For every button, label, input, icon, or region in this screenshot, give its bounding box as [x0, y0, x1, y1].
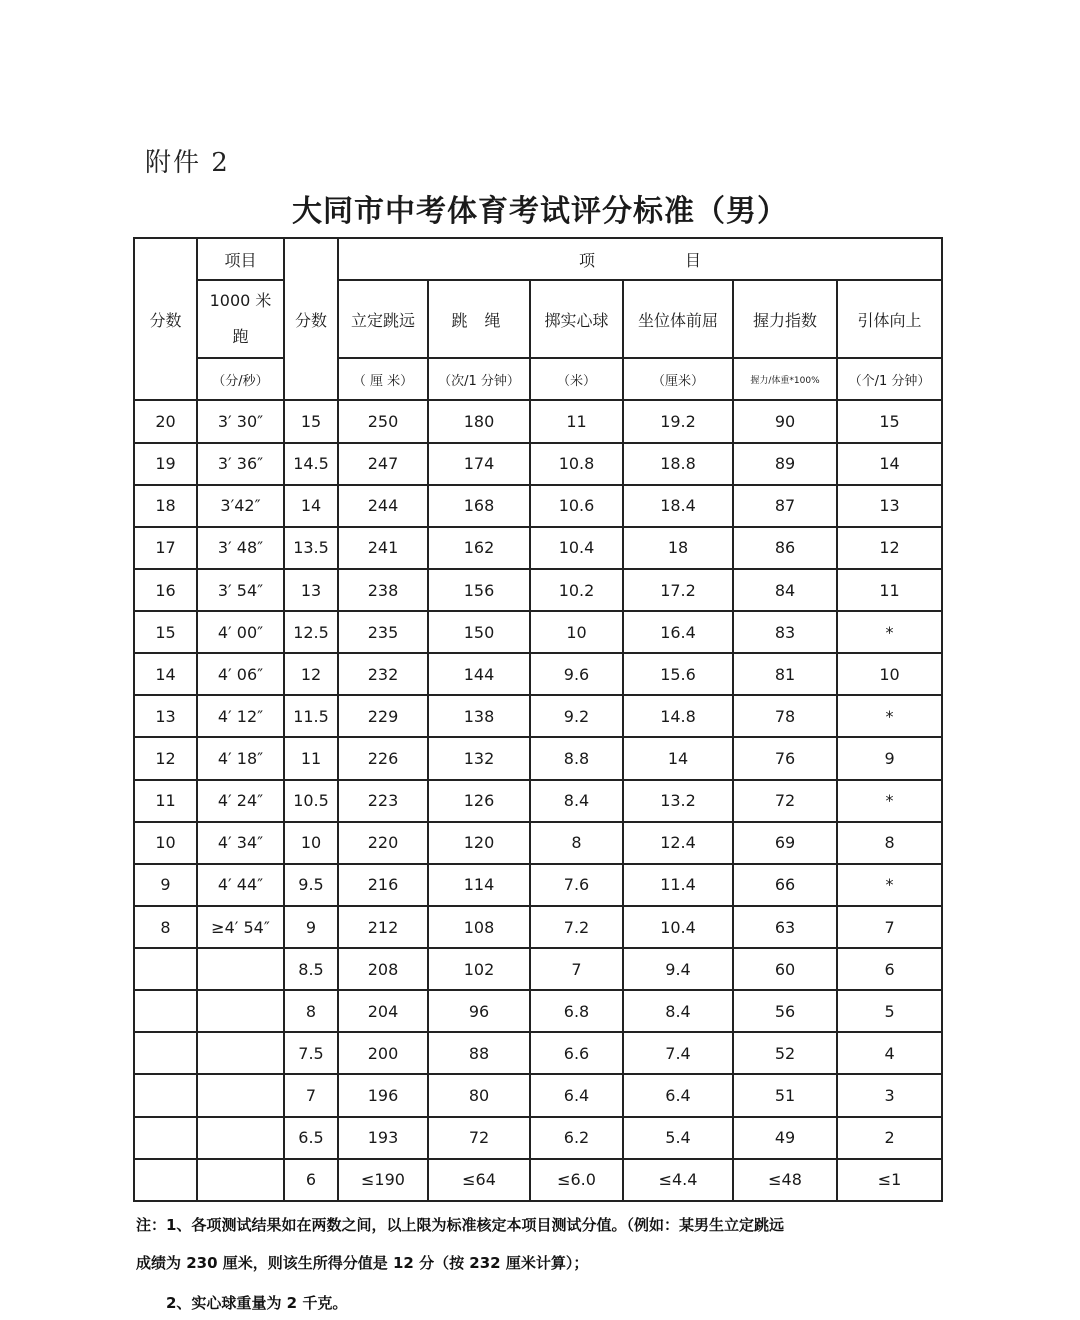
long-jump-cell: 212 — [338, 906, 428, 948]
table-row — [134, 653, 942, 695]
table-row — [134, 695, 942, 737]
run-time-cell: 4′ 06″ — [197, 653, 284, 695]
pull-up-cell: 6 — [837, 948, 942, 990]
table-row — [134, 527, 942, 569]
grip-index-cell: 87 — [733, 485, 837, 527]
long-jump-cell: 204 — [338, 990, 428, 1032]
run-time-cell: 4′ 34″ — [197, 822, 284, 864]
pull-up-cell: 10 — [837, 653, 942, 695]
long-jump-cell: 226 — [338, 737, 428, 779]
score-header: 分数 — [134, 238, 197, 400]
ball-throw-cell: 7 — [530, 948, 623, 990]
score-cell — [134, 990, 197, 1032]
pull-up-cell: 8 — [837, 822, 942, 864]
pull-up-cell: 13 — [837, 485, 942, 527]
table-row — [134, 737, 942, 779]
pull-up-cell: 14 — [837, 443, 942, 485]
pull-up-cell: 11 — [837, 569, 942, 611]
score2-cell: 8 — [284, 990, 338, 1032]
long-jump-cell: 232 — [338, 653, 428, 695]
table-body — [134, 238, 942, 1201]
rope-skip-cell: 120 — [428, 822, 530, 864]
ball-throw-cell: 6.8 — [530, 990, 623, 1032]
rope-skip-cell: 156 — [428, 569, 530, 611]
pull-up-cell: 9 — [837, 737, 942, 779]
pull-up-cell: 3 — [837, 1074, 942, 1116]
score-cell: 19 — [134, 443, 197, 485]
rope-skip-cell: 162 — [428, 527, 530, 569]
score-cell: 11 — [134, 780, 197, 822]
grip-index-cell: 69 — [733, 822, 837, 864]
score2-cell: 8.5 — [284, 948, 338, 990]
rope-skip-cell: 108 — [428, 906, 530, 948]
long-jump-cell: 238 — [338, 569, 428, 611]
ball-throw-cell: 7.2 — [530, 906, 623, 948]
sit-reach-cell: 18 — [623, 527, 733, 569]
ball-throw-cell: 8.4 — [530, 780, 623, 822]
table-row — [134, 822, 942, 864]
score2-cell: 15 — [284, 400, 338, 442]
ball-throw-cell: 11 — [530, 400, 623, 442]
score-cell: 10 — [134, 822, 197, 864]
grip-index-cell: 51 — [733, 1074, 837, 1116]
sit-reach-cell: 6.4 — [623, 1074, 733, 1116]
ball-throw-cell: 10.8 — [530, 443, 623, 485]
table-row — [134, 569, 942, 611]
grip-index-cell: 84 — [733, 569, 837, 611]
grip-index-cell: 60 — [733, 948, 837, 990]
run-time-cell: 4′ 44″ — [197, 864, 284, 906]
scoring-table — [133, 237, 943, 1202]
run-time-cell — [197, 1159, 284, 1201]
sit-reach-cell: 8.4 — [623, 990, 733, 1032]
grip-index-cell: 78 — [733, 695, 837, 737]
score-cell: 9 — [134, 864, 197, 906]
score2-cell: 7.5 — [284, 1032, 338, 1074]
run-time-cell: 3′ 48″ — [197, 527, 284, 569]
sit-reach-cell: 18.4 — [623, 485, 733, 527]
score-cell: 13 — [134, 695, 197, 737]
pull-up-cell: 15 — [837, 400, 942, 442]
score-cell — [134, 948, 197, 990]
score2-header: 分数 — [284, 238, 338, 400]
ball-throw-cell: 6.6 — [530, 1032, 623, 1074]
score-cell — [134, 1159, 197, 1201]
table-row — [134, 1117, 942, 1159]
table-row — [134, 990, 942, 1032]
long-jump-cell: 244 — [338, 485, 428, 527]
attachment-label: 附件 2 — [145, 148, 230, 178]
run-time-cell: 4′ 00″ — [197, 611, 284, 653]
table-row — [134, 443, 942, 485]
table-row — [134, 1074, 942, 1116]
rope-skip-cell: ≤64 — [428, 1159, 530, 1201]
sit-reach-cell: 7.4 — [623, 1032, 733, 1074]
sit-reach-cell: 9.4 — [623, 948, 733, 990]
run-time-cell — [197, 1117, 284, 1159]
rope-skip-cell: 72 — [428, 1117, 530, 1159]
score2-cell: 10.5 — [284, 780, 338, 822]
sit-reach-cell: ≤4.4 — [623, 1159, 733, 1201]
long-jump-cell: 223 — [338, 780, 428, 822]
sit-reach-cell: 14 — [623, 737, 733, 779]
ball-throw-cell: 6.2 — [530, 1117, 623, 1159]
run-time-cell: ≥4′ 54″ — [197, 906, 284, 948]
pull-up-cell: 5 — [837, 990, 942, 1032]
score-cell: 18 — [134, 485, 197, 527]
run-time-cell — [197, 990, 284, 1032]
sit-reach-cell: 18.8 — [623, 443, 733, 485]
event-unit-pullup: （个/1 分钟） — [837, 358, 942, 400]
pull-up-cell: * — [837, 611, 942, 653]
run-time-cell — [197, 948, 284, 990]
rope-skip-cell: 126 — [428, 780, 530, 822]
sit-reach-cell: 17.2 — [623, 569, 733, 611]
rope-skip-cell: 168 — [428, 485, 530, 527]
grip-index-cell: 72 — [733, 780, 837, 822]
pull-up-cell: 2 — [837, 1117, 942, 1159]
long-jump-cell: 196 — [338, 1074, 428, 1116]
grip-index-cell: 83 — [733, 611, 837, 653]
event-unit-rope: （次/1 分钟） — [428, 358, 530, 400]
grip-index-cell: 89 — [733, 443, 837, 485]
rope-skip-cell: 174 — [428, 443, 530, 485]
ball-throw-cell: 10.6 — [530, 485, 623, 527]
grip-index-cell: 86 — [733, 527, 837, 569]
long-jump-cell: 200 — [338, 1032, 428, 1074]
event-name-long-jump: 立定跳远 — [338, 280, 428, 358]
event-name-grip: 握力指数 — [733, 280, 837, 358]
event-unit-sit-reach: （厘米） — [623, 358, 733, 400]
grip-index-cell: 52 — [733, 1032, 837, 1074]
score-cell: 16 — [134, 569, 197, 611]
document-title: 大同市中考体育考试评分标准（男） — [292, 194, 788, 229]
sit-reach-cell: 15.6 — [623, 653, 733, 695]
ball-throw-cell: 10.4 — [530, 527, 623, 569]
ball-throw-cell: 9.6 — [530, 653, 623, 695]
grip-index-cell: ≤48 — [733, 1159, 837, 1201]
long-jump-cell: 229 — [338, 695, 428, 737]
score-cell: 17 — [134, 527, 197, 569]
grip-index-cell: 56 — [733, 990, 837, 1032]
ball-throw-cell: 7.6 — [530, 864, 623, 906]
long-jump-cell: 247 — [338, 443, 428, 485]
long-jump-cell: 250 — [338, 400, 428, 442]
run-time-cell: 4′ 12″ — [197, 695, 284, 737]
rope-skip-cell: 80 — [428, 1074, 530, 1116]
score-cell: 14 — [134, 653, 197, 695]
score2-cell: 9.5 — [284, 864, 338, 906]
score2-cell: 12.5 — [284, 611, 338, 653]
score2-cell: 7 — [284, 1074, 338, 1116]
score2-cell: 9 — [284, 906, 338, 948]
ball-throw-cell: 8.8 — [530, 737, 623, 779]
run-unit: （分/秒） — [197, 358, 284, 400]
sit-reach-cell: 5.4 — [623, 1117, 733, 1159]
score2-cell: 14.5 — [284, 443, 338, 485]
long-jump-cell: 235 — [338, 611, 428, 653]
rope-skip-cell: 114 — [428, 864, 530, 906]
sit-reach-cell: 19.2 — [623, 400, 733, 442]
long-jump-cell: 241 — [338, 527, 428, 569]
ball-throw-cell: 8 — [530, 822, 623, 864]
table-row — [134, 611, 942, 653]
run-time-cell: 3′ 36″ — [197, 443, 284, 485]
sit-reach-cell: 14.8 — [623, 695, 733, 737]
event-name-rope: 跳 绳 — [428, 280, 530, 358]
score2-cell: 12 — [284, 653, 338, 695]
ball-throw-cell: 10.2 — [530, 569, 623, 611]
table-row — [134, 906, 942, 948]
grip-index-cell: 63 — [733, 906, 837, 948]
pull-up-cell: * — [837, 780, 942, 822]
ball-throw-cell: 9.2 — [530, 695, 623, 737]
score2-cell: 6 — [284, 1159, 338, 1201]
table-row — [134, 780, 942, 822]
table-row — [134, 864, 942, 906]
rope-skip-cell: 88 — [428, 1032, 530, 1074]
run-time-cell: 4′ 24″ — [197, 780, 284, 822]
rope-skip-cell: 132 — [428, 737, 530, 779]
rope-skip-cell: 150 — [428, 611, 530, 653]
sit-reach-cell: 10.4 — [623, 906, 733, 948]
long-jump-cell: 193 — [338, 1117, 428, 1159]
pull-up-cell: 4 — [837, 1032, 942, 1074]
score-cell: 20 — [134, 400, 197, 442]
score2-cell: 14 — [284, 485, 338, 527]
score-cell — [134, 1117, 197, 1159]
score2-cell: 11.5 — [284, 695, 338, 737]
pull-up-cell: 12 — [837, 527, 942, 569]
ball-throw-cell: 6.4 — [530, 1074, 623, 1116]
item-group-header: 项目 — [338, 238, 942, 280]
run-time-cell: 4′ 18″ — [197, 737, 284, 779]
pull-up-cell: * — [837, 864, 942, 906]
table-row — [134, 1032, 942, 1074]
event-unit-ball: （米） — [530, 358, 623, 400]
run-time-cell: 3′ 30″ — [197, 400, 284, 442]
score2-cell: 13 — [284, 569, 338, 611]
note-line-1: 注：1、各项测试结果如在两数之间，以上限为标准核定本项目测试分值。（例如：某男生立定跳远 — [136, 1216, 784, 1234]
rope-skip-cell: 180 — [428, 400, 530, 442]
ball-throw-cell: 10 — [530, 611, 623, 653]
grip-index-cell: 90 — [733, 400, 837, 442]
sit-reach-cell: 12.4 — [623, 822, 733, 864]
item-header: 项目 — [197, 238, 284, 280]
grip-index-cell: 81 — [733, 653, 837, 695]
table-row — [134, 1159, 942, 1201]
score-cell: 12 — [134, 737, 197, 779]
pull-up-cell: ≤1 — [837, 1159, 942, 1201]
sit-reach-cell: 13.2 — [623, 780, 733, 822]
note-line-2: 成绩为 230 厘米，则该生所得分值是 12 分（按 232 厘米计算）； — [136, 1254, 589, 1272]
grip-index-cell: 49 — [733, 1117, 837, 1159]
score2-cell: 6.5 — [284, 1117, 338, 1159]
table-row — [134, 948, 942, 990]
long-jump-cell: ≤190 — [338, 1159, 428, 1201]
run-time-cell — [197, 1074, 284, 1116]
grip-index-cell: 76 — [733, 737, 837, 779]
sit-reach-cell: 11.4 — [623, 864, 733, 906]
score2-cell: 13.5 — [284, 527, 338, 569]
score-cell — [134, 1032, 197, 1074]
event-name-pullup: 引体向上 — [837, 280, 942, 358]
grip-index-cell: 66 — [733, 864, 837, 906]
score-cell: 8 — [134, 906, 197, 948]
long-jump-cell: 208 — [338, 948, 428, 990]
table-row — [134, 400, 942, 442]
sit-reach-cell: 16.4 — [623, 611, 733, 653]
ball-throw-cell: ≤6.0 — [530, 1159, 623, 1201]
run-time-cell: 3′42″ — [197, 485, 284, 527]
pull-up-cell: * — [837, 695, 942, 737]
rope-skip-cell: 102 — [428, 948, 530, 990]
score2-cell: 11 — [284, 737, 338, 779]
run-name: 1000 米跑 — [197, 280, 284, 358]
long-jump-cell: 220 — [338, 822, 428, 864]
score-cell — [134, 1074, 197, 1116]
rope-skip-cell: 138 — [428, 695, 530, 737]
run-time-cell — [197, 1032, 284, 1074]
long-jump-cell: 216 — [338, 864, 428, 906]
rope-skip-cell: 96 — [428, 990, 530, 1032]
score-cell: 15 — [134, 611, 197, 653]
event-unit-grip: 握力/体重*100% — [733, 358, 837, 400]
pull-up-cell: 7 — [837, 906, 942, 948]
run-time-cell: 3′ 54″ — [197, 569, 284, 611]
note-line-3: 2、实心球重量为 2 千克。 — [166, 1294, 348, 1312]
table-row — [134, 485, 942, 527]
event-name-ball: 掷实心球 — [530, 280, 623, 358]
score2-cell: 10 — [284, 822, 338, 864]
rope-skip-cell: 144 — [428, 653, 530, 695]
event-name-sit-reach: 坐位体前屈 — [623, 280, 733, 358]
event-unit-long-jump: （ 厘 米） — [338, 358, 428, 400]
